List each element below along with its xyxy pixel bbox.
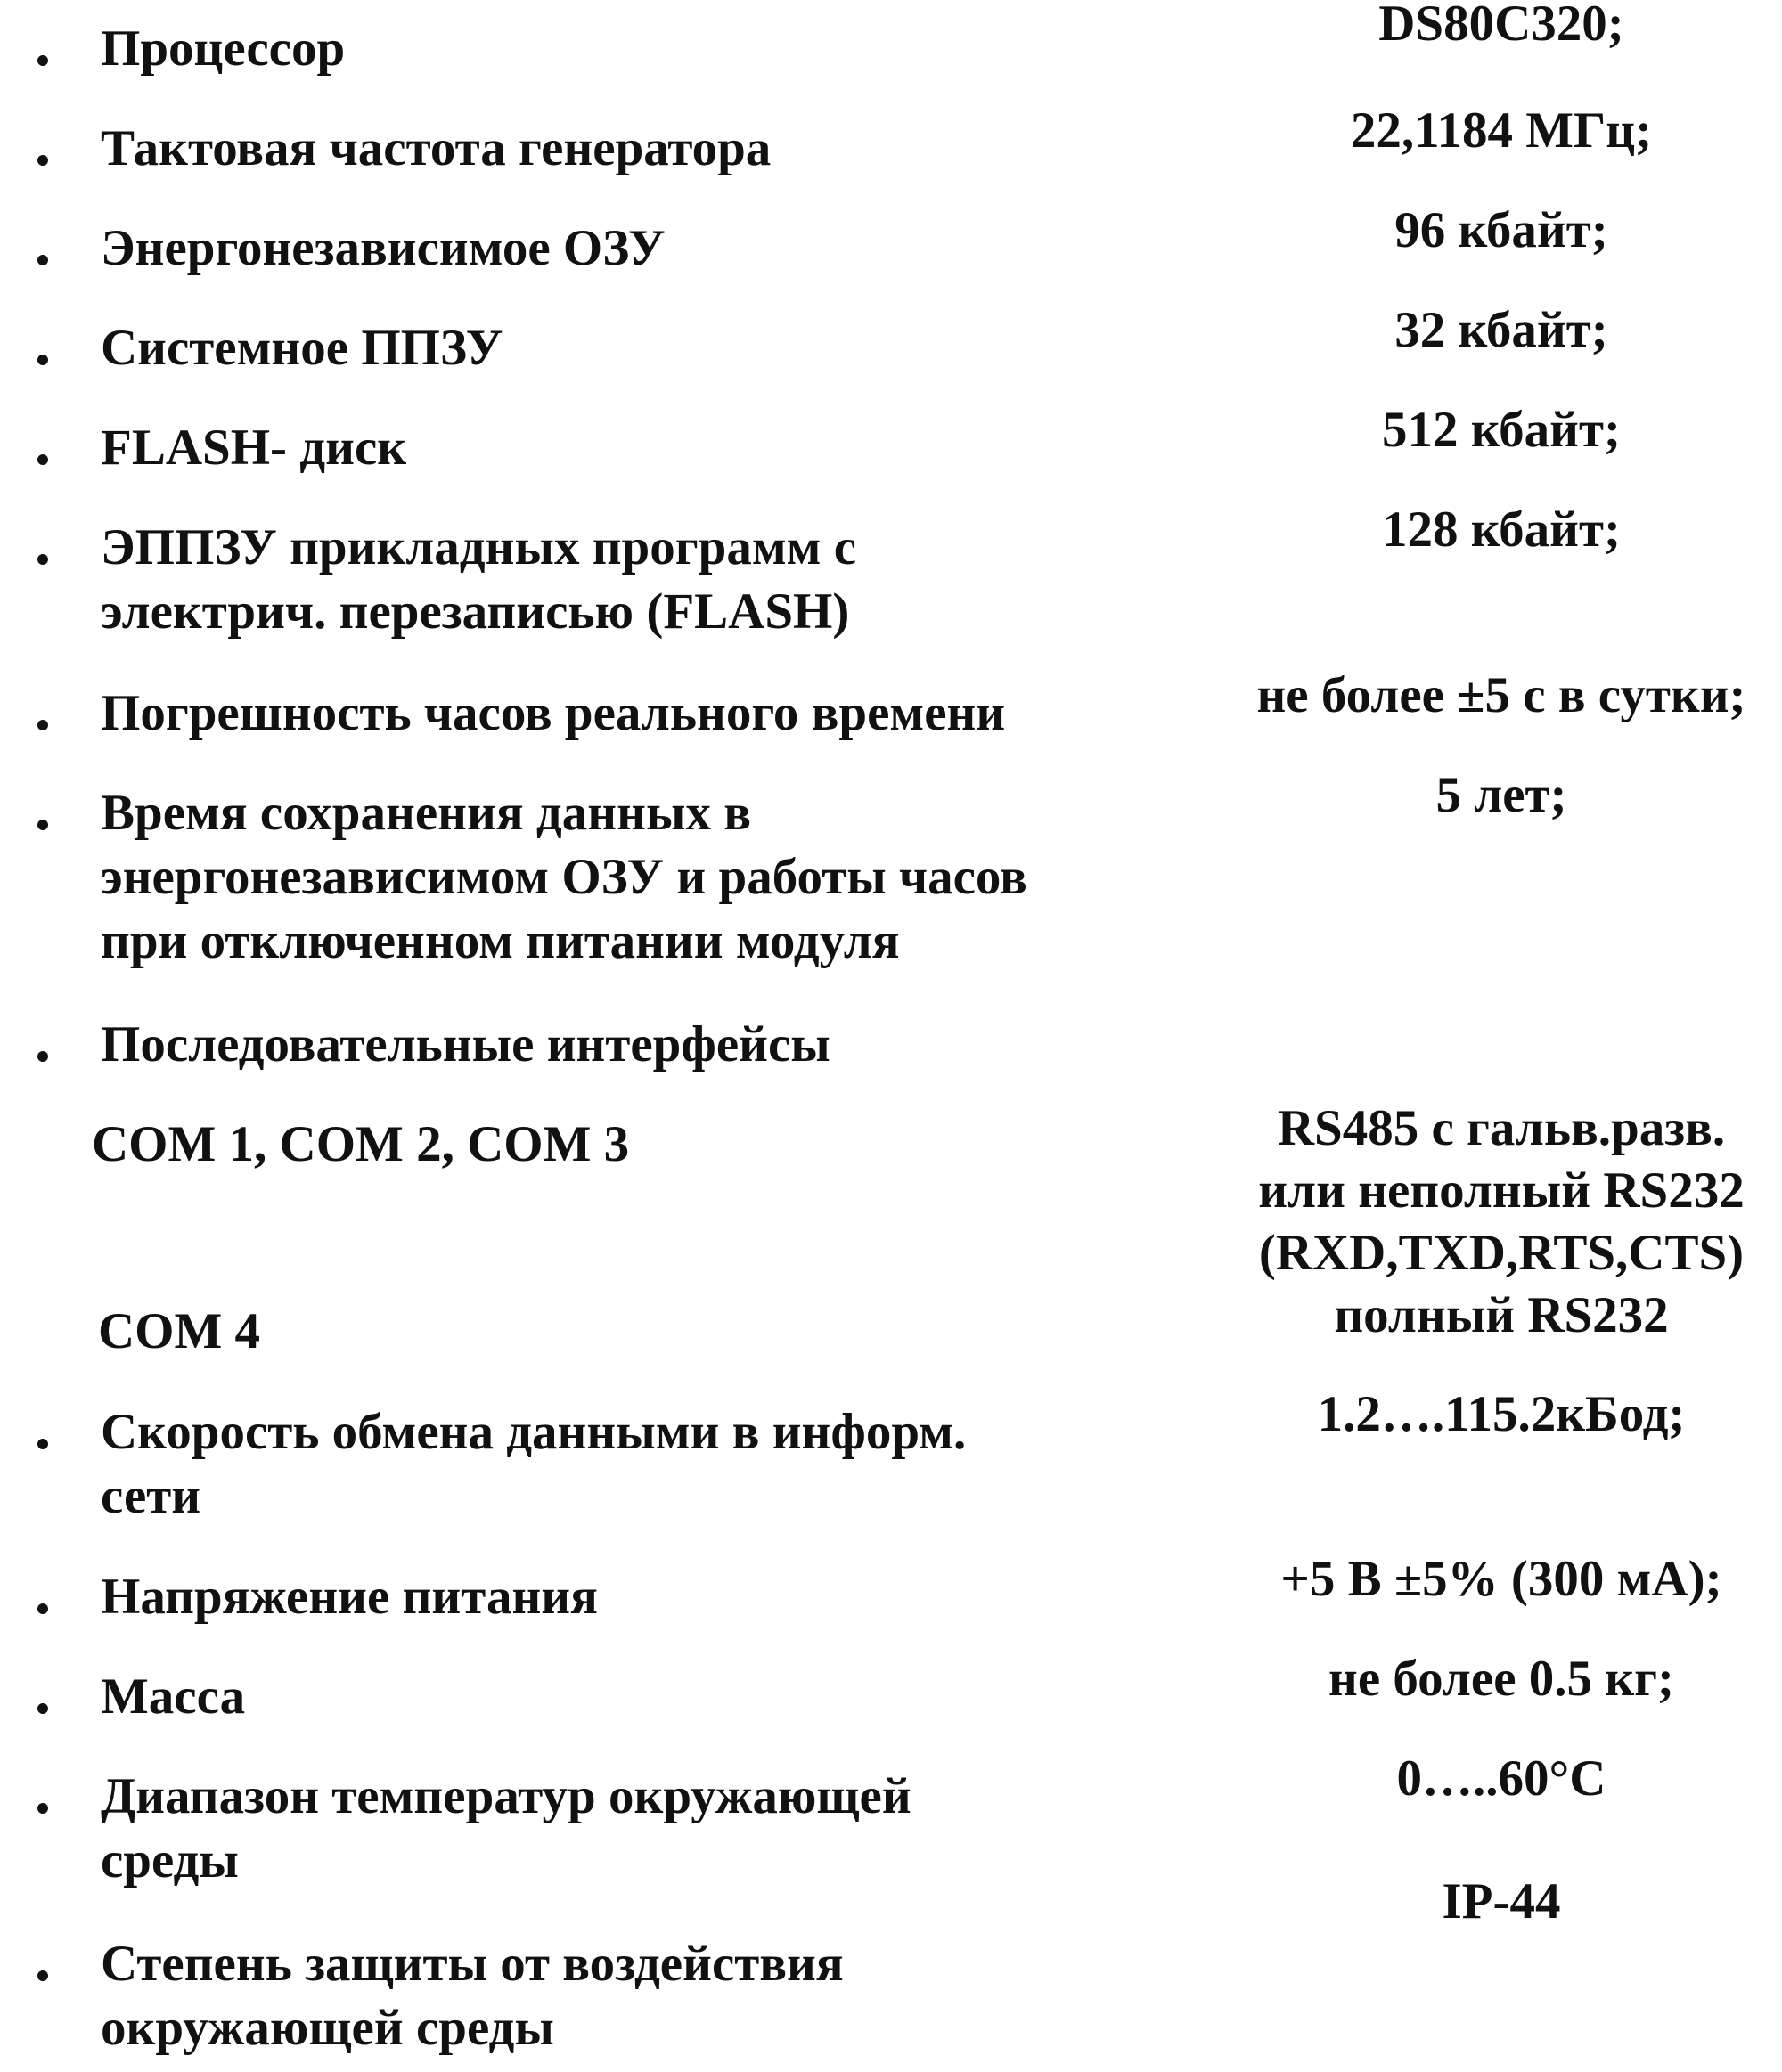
spec-label: электрич. перезаписью (FLASH) (101, 583, 850, 640)
bullet-icon (37, 1803, 48, 1814)
spec-value: IP-44 (1442, 1873, 1561, 1929)
spec-value: не более ±5 с в сутки; (1256, 667, 1746, 723)
spec-label: Последовательные интерфейсы (101, 1016, 830, 1073)
spec-value: полный RS232 (1334, 1287, 1669, 1343)
spec-label: Скорость обмена данными в информ. (101, 1404, 967, 1460)
spec-value: DS80C320; (1378, 0, 1624, 52)
bullet-icon (37, 720, 48, 730)
spec-label: Масса (101, 1668, 246, 1725)
bullet-icon (37, 155, 48, 166)
spec-label: COM 1, COM 2, COM 3 (92, 1116, 630, 1172)
spec-value: (RXD,TXD,RTS,CTS) (1258, 1225, 1745, 1281)
spec-label: энергонезависимом ОЗУ и работы часов (101, 849, 1027, 905)
spec-value: 512 кбайт; (1382, 402, 1621, 458)
bullet-icon (37, 554, 48, 565)
bullet-icon (37, 355, 48, 365)
spec-value: +5 В ±5% (300 мА); (1280, 1551, 1722, 1607)
spec-label: Погрешность часов реального времени (101, 685, 1006, 741)
spec-label: Время сохранения данных в (101, 785, 751, 841)
bullet-icon (37, 454, 48, 465)
bullet-icon (37, 1703, 48, 1714)
spec-label: Напряжение питания (101, 1569, 598, 1625)
bullet-icon (37, 1603, 48, 1614)
spec-value: или неполный RS232 (1258, 1162, 1745, 1219)
spec-label: Тактовая частота генератора (101, 120, 772, 176)
spec-value: 32 кбайт; (1394, 302, 1608, 358)
spec-label: окружающей среды (101, 2000, 554, 2056)
spec-label: ЭППЗУ прикладных программ с (101, 519, 857, 575)
spec-label: Степень защиты от воздействия (101, 1936, 844, 1992)
spec-label: Процессор (101, 20, 346, 77)
spec-label: Энергонезависимое ОЗУ (101, 220, 666, 276)
bullet-icon (37, 55, 48, 66)
spec-label: среды (101, 1832, 239, 1888)
bullet-icon (37, 1439, 48, 1449)
spec-label: FLASH- диск (101, 420, 407, 476)
spec-value: 0…..60°C (1396, 1750, 1606, 1807)
bullet-icon (37, 255, 48, 265)
spec-value: RS485 с гальв.разв. (1277, 1100, 1726, 1156)
spec-value: 5 лет; (1435, 767, 1567, 823)
spec-label: Системное ППЗУ (101, 320, 503, 376)
spec-label: COM 4 (98, 1303, 261, 1359)
spec-label: при отключенном питании модуля (101, 913, 900, 969)
spec-label: сети (101, 1468, 201, 1524)
bullet-icon (37, 820, 48, 830)
bullet-icon (37, 1970, 48, 1981)
spec-value: 22,1184 МГц; (1350, 102, 1653, 159)
spec-value: 128 кбайт; (1382, 502, 1621, 558)
spec-value: 1.2….115.2кБод; (1317, 1386, 1686, 1442)
spec-value: не более 0.5 кг; (1328, 1651, 1674, 1707)
spec-label: Диапазон температур окружающей (101, 1768, 911, 1824)
spec-value: 96 кбайт; (1394, 202, 1608, 258)
bullet-icon (37, 1051, 48, 1062)
